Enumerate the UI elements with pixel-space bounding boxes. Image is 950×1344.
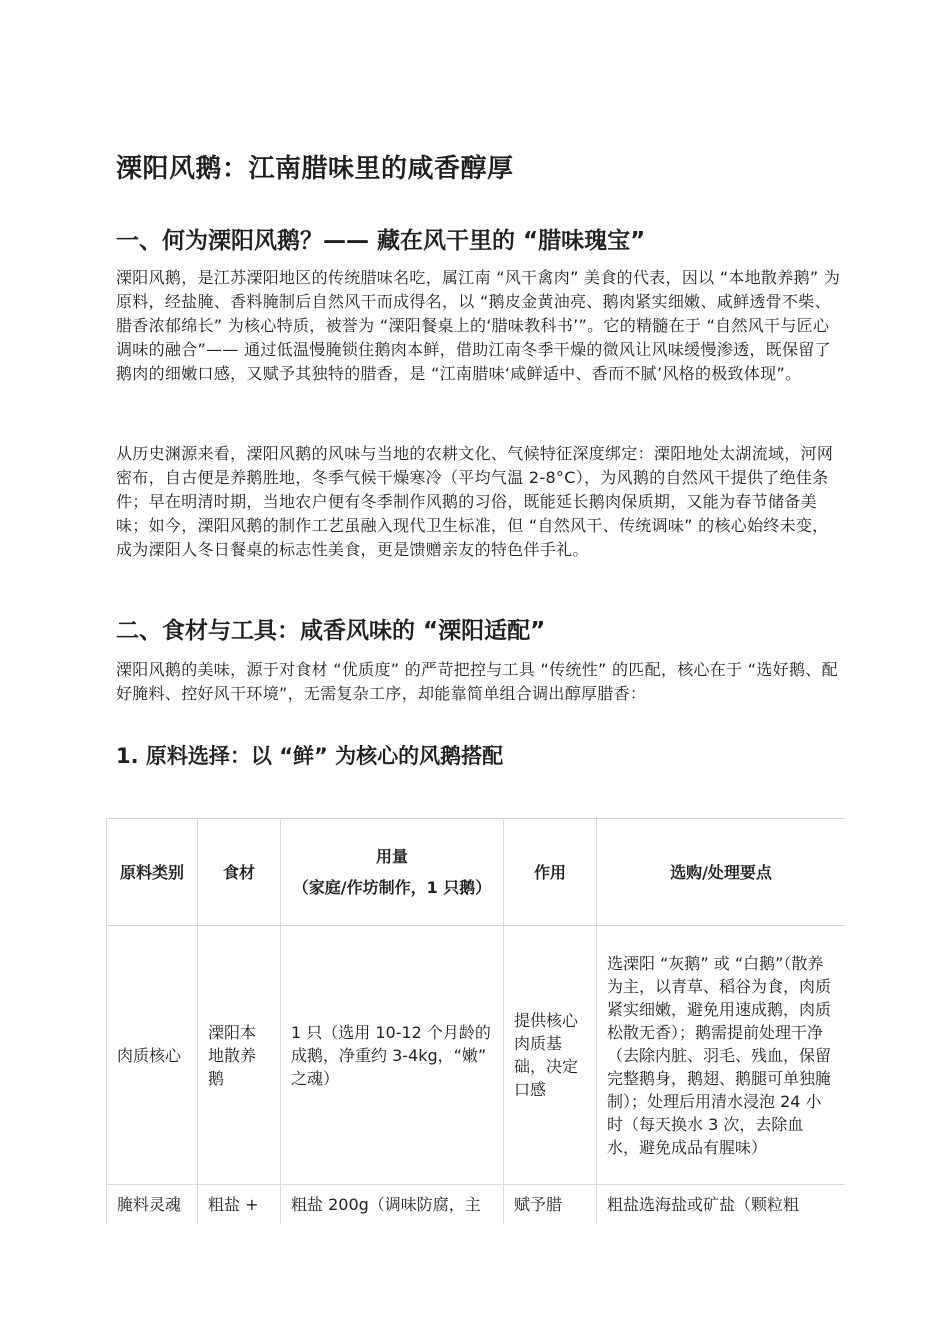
table-header-row: [107, 819, 846, 926]
cell-amount: 1 只（选用 10-12 个月龄的成鹅，净重约 3-4kg，“嫩” 之魂）: [281, 926, 504, 1185]
table-row: [107, 1185, 846, 1225]
header-amount-line2: （家庭/作坊制作，1 只鹅）: [292, 878, 492, 897]
section-1-heading: 一、何为溧阳风鹅？—— 藏在风干里的 “腊味瑰宝”: [116, 228, 646, 254]
cell-ingredient: 粗盐 +: [198, 1185, 281, 1225]
cell-role: 赋予腊: [504, 1185, 597, 1225]
header-amount-line1: 用量: [375, 847, 408, 866]
section-2-heading: 二、食材与工具：咸香风味的 “溧阳适配”: [116, 618, 546, 644]
section-1-paragraph-1: 溧阳风鹅，是江苏溧阳地区的传统腊味名吃，属江南 “风干禽肉” 美食的代表，因以 “本地散养鹅” 为原料，经盐腌、香料腌制后自然风干而成得名，以 “鹅皮金黄油亮、鹅肉紧实细嫩、咸鲜透骨不柴、腊香浓郁绵长” 为核心特质，被誉为 “溧阳餐桌上的‘腊味教科书’”。它的精髓在于 “自然风干与匠心调味的融合”—— 通过低温慢腌锁住鹅肉本鲜，借助江南冬季干燥的微风让风味缓慢渗透，既保留了鹅肉的细嫩口感，又赋予其独特的腊香，是 “江南腊味‘咸鲜适中、香而不腻’风格的极致体现”。: [116, 268, 841, 383]
header-ingredient: 食材: [198, 819, 281, 926]
header-category: 原料类别: [107, 819, 198, 926]
header-amount: [281, 819, 504, 926]
subsection-1-heading: 1. 原料选择：以 “鲜” 为核心的风鹅搭配: [116, 744, 504, 768]
page-title: 溧阳风鹅：江南腊味里的咸香醇厚: [116, 154, 514, 184]
section-1-paragraph-2: 从历史渊源来看，溧阳风鹅的风味与当地的农耕文化、气候特征深度绑定：溧阳地处太湖流域，河网密布，自古便是养鹅胜地，冬季气候干燥寒冷（平均气温 2-8°C），为风鹅的自然风干提供了绝佳条件；早在明清时期，当地农户便有冬季制作风鹅的习俗，既能延长鹅肉保质期，又能为春节储备美味；如今，溧阳风鹅的制作工艺虽融入现代卫生标准，但 “自然风干、传统调味” 的核心始终未变，成为溧阳人冬日餐桌的标志性美食，更是馈赠亲友的特色伴手礼。: [116, 444, 834, 559]
header-role: 作用: [504, 819, 597, 926]
ingredients-table-container: [106, 818, 845, 1224]
cell-tips: 粗盐选海盐或矿盐（颗粒粗: [597, 1185, 846, 1225]
section-2-paragraph-1: 溧阳风鹅的美味，源于对食材 “优质度” 的严苛把控与工具 “传统性” 的匹配，核心在于 “选好鹅、配好腌料、控好风干环境”，无需复杂工序，却能靠简单组合调出醇厚腊香：: [116, 660, 838, 703]
cell-ingredient: 溧阳本地散养鹅: [198, 926, 281, 1185]
cell-category: 腌料灵魂: [107, 1185, 198, 1225]
cell-role: 提供核心肉质基础，决定口感: [504, 926, 597, 1185]
header-tips: 选购/处理要点: [597, 819, 846, 926]
cell-tips: 选溧阳 “灰鹅” 或 “白鹅”（散养为主，以青草、稻谷为食，肉质紧实细嫩，避免用速成鹅，肉质松散无香）；鹅需提前处理干净（去除内脏、羽毛、残血，保留完整鹅身，鹅翅、鹅腿可单独腌制）；处理后用清水浸泡 24 小时（每天换水 3 次，去除血水，避免成品有腥味）: [597, 926, 846, 1185]
table-row: [107, 926, 846, 1185]
ingredients-table: [106, 818, 845, 1224]
cell-category: 肉质核心: [107, 926, 198, 1185]
cell-amount: 粗盐 200g（调味防腐，主: [281, 1185, 504, 1225]
